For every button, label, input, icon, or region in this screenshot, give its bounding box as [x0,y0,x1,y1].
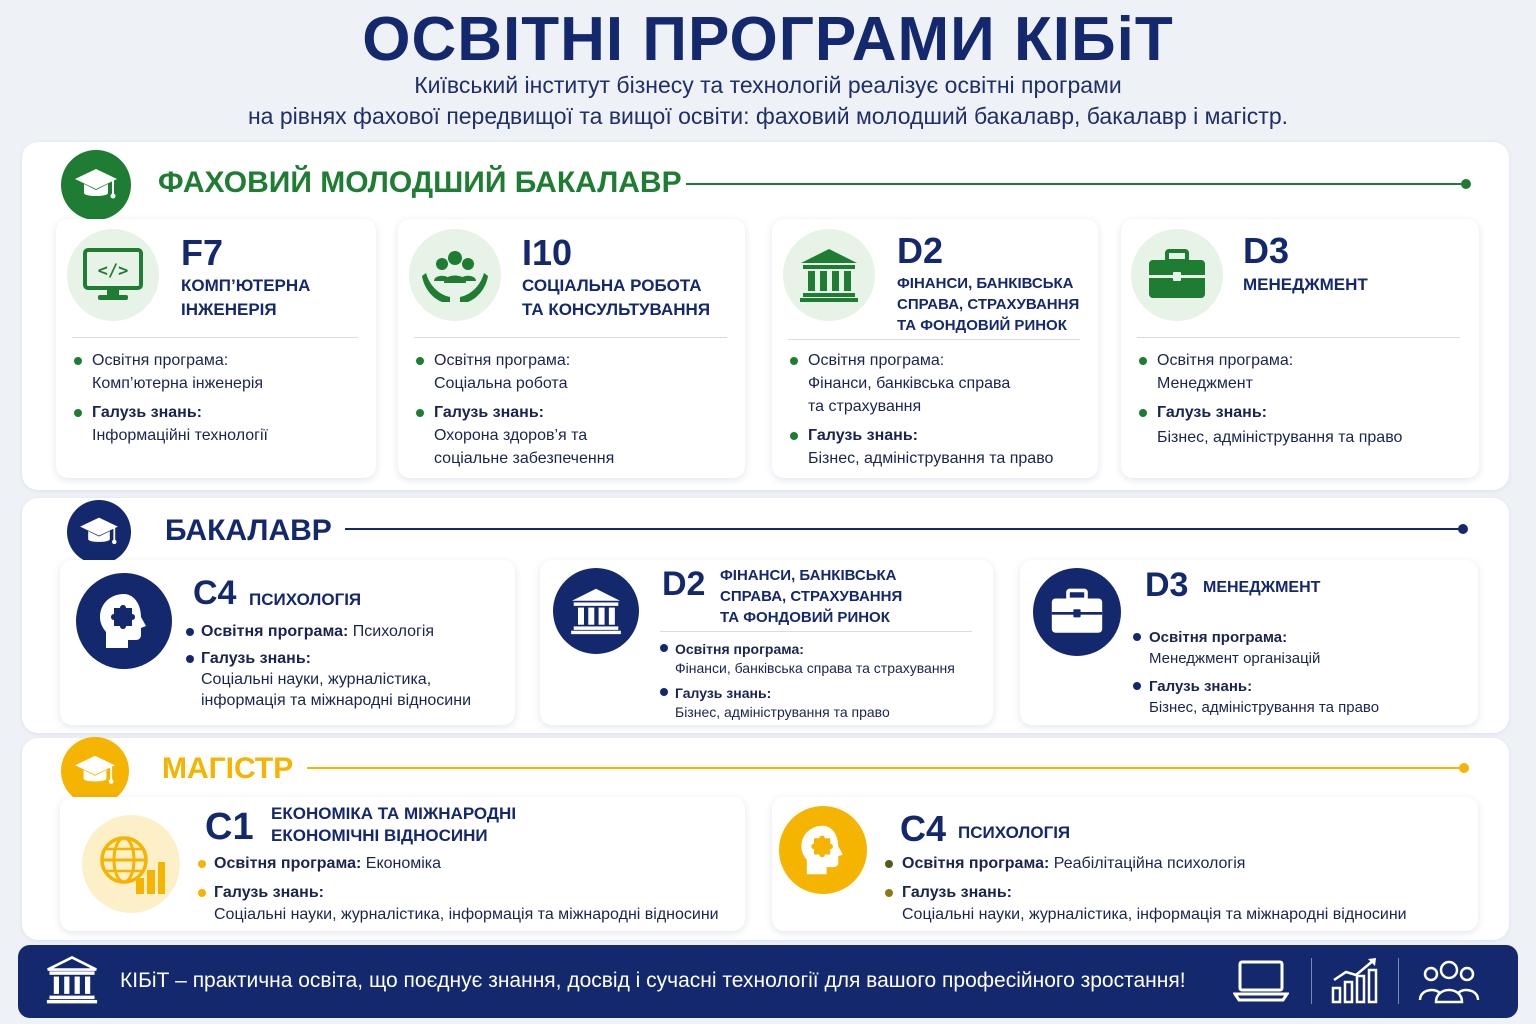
program-value: Фінанси, банківська справа [808,375,1011,392]
hands-people-icon [409,229,501,321]
program-label: Освітня програма: [92,352,229,369]
bullet-dot [1133,633,1141,641]
bullet-dot [198,889,206,897]
field-label: Галузь знань: [201,650,311,667]
program-name-line: ЕКОНОМІЧНІ ВІДНОСИНИ [271,826,488,845]
bullet-dot [198,860,206,868]
program-label: Освітня програма: [808,352,945,369]
field-label: Галузь знань: [214,884,324,901]
field-value: соціальне забезпечення [434,450,615,467]
program-name-line: МЕНЕДЖМЕНТ [1203,579,1321,596]
field-value: Інформаційні технології [92,427,268,444]
bullet-dot [74,357,82,365]
graduation-cap-icon [61,737,129,805]
field-label: Галузь знань: [434,404,544,421]
program-row: Освітня програма: Економіка [214,855,442,872]
program-code: I10 [522,232,573,273]
subtitle-line-2: на рівнях фахової передвищої та вищої освіти: фаховий молодший бакалавр, бакалавр і магістр. [247,103,1289,129]
program-name-line: ТА ФОНДОВИЙ РИНОК [897,317,1067,334]
program-name-line: СПРАВА, СТРАХУВАННЯ [897,296,1080,313]
program-name-line: КОМП’ЮТЕРНА [181,276,311,295]
program-name-line: ТА КОНСУЛЬТУВАННЯ [522,300,711,319]
globe-chart-icon [82,815,180,913]
subtitle-line-1: Київський інститут бізнесу та технологій реалізує освітні програми [414,72,1122,98]
bullet-dot [186,628,194,636]
program-code: C4 [193,574,237,612]
junior-section-title: ФАХОВИЙ МОЛОДШИЙ БАКАЛАВР [158,166,682,199]
program-value: Менеджмент організацій [1149,650,1321,667]
program-code: D3 [1145,566,1189,604]
field-value: Бізнес, адміністрування та право [1157,429,1403,446]
program-name-line: ІНЖЕНЕРІЯ [181,300,277,319]
master-section-line [307,767,1464,769]
bullet-dot [885,889,893,897]
field-value: інформація та міжнародні відносини [201,692,472,709]
program-code: C1 [205,806,254,848]
field-value: Охорона здоров’я та [434,427,588,444]
card-divider [414,337,727,338]
program-value: Соціальна робота [434,375,568,392]
field-label: Галузь знань: [1149,678,1253,695]
program-name-line: ЕКОНОМІКА ТА МІЖНАРОДНІ [271,804,517,823]
laptop-icon [1233,958,1289,1009]
bullet-dot [790,432,798,440]
bank-building-icon [46,954,98,1011]
footer-slogan: КІБіТ – практична освіта, що поєднує знання, досвід і сучасні технології для вашого професійного зростання! [120,969,1186,992]
head-puzzle-icon [76,573,172,669]
field-value: Соціальні науки, журналістика, інформація та міжнародні відносини [214,906,719,923]
program-label: Освітня програма: [1149,629,1288,646]
footer-separator [1398,958,1399,1004]
program-value: та страхування [808,398,922,415]
program-value: Менеджмент [1157,375,1253,392]
graduation-cap-icon [61,150,131,220]
program-name-line: СОЦІАЛЬНА РОБОТА [522,276,702,295]
program-name-line: СПРАВА, СТРАХУВАННЯ [720,588,903,605]
junior-section-dot [1461,179,1471,189]
master-section-title: МАГІСТР [162,752,294,785]
computer-code-icon [67,229,159,321]
bank-building-icon [783,229,875,321]
field-value: Соціальні науки, журналістика, [201,671,432,688]
program-label: Освітня програма: [675,641,804,657]
program-name-line: ТА ФОНДОВИЙ РИНОК [720,609,890,626]
program-label: Освітня програма: [434,352,571,369]
bullet-dot [1139,409,1147,417]
footer-separator [1311,958,1312,1004]
bullet-dot [1139,357,1147,365]
program-label: Освітня програма: [1157,352,1294,369]
bullet-dot [660,688,668,696]
program-name-line: ФІНАНСИ, БАНКІВСЬКА [720,567,897,584]
field-label: Галузь знань: [808,427,918,444]
program-code: D3 [1243,230,1290,271]
bullet-dot [885,860,893,868]
bachelor-section-dot [1458,524,1468,534]
graduation-cap-icon [67,500,131,564]
field-label: Галузь знань: [92,404,202,421]
bullet-dot [660,644,668,652]
bachelor-section-title: БАКАЛАВР [165,514,332,547]
bullet-dot [416,357,424,365]
field-value: Бізнес, адміністрування та право [1149,699,1380,716]
field-value: Бізнес, адміністрування та право [808,450,1054,467]
program-row: Освітня програма: Психологія [201,623,435,640]
bullet-dot [186,655,194,663]
bachelor-section-line [345,528,1463,530]
bank-building-icon [553,568,639,654]
card-divider [660,631,972,632]
program-code: D2 [662,565,706,603]
briefcase-icon [1131,229,1223,321]
head-puzzle-icon [779,806,867,894]
program-name-line: ПСИХОЛОГІЯ [958,823,1071,842]
page-title: ОСВІТНІ ПРОГРАМИ КІБіТ [362,5,1174,74]
program-code: F7 [181,232,224,273]
field-value: Бізнес, адміністрування та право [675,704,890,720]
program-name-line: МЕНЕДЖМЕНТ [1243,275,1368,294]
program-value: Фінанси, банківська справа та страхування [675,660,955,676]
people-group-icon [1418,958,1480,1009]
field-label: Галузь знань: [675,685,772,701]
program-code: D2 [897,230,944,271]
bullet-dot [416,409,424,417]
field-value: Соціальні науки, журналістика, інформація та міжнародні відносини [902,906,1407,923]
field-label: Галузь знань: [902,884,1012,901]
program-value: Комп’ютерна інженерія [92,375,264,392]
program-code: C4 [900,808,947,849]
field-label: Галузь знань: [1157,404,1267,421]
card-divider [788,339,1080,340]
svg-text:</>: </> [97,261,129,281]
bullet-dot [1133,682,1141,690]
junior-section-line [686,183,1466,185]
card-divider [72,337,358,338]
growth-chart-icon [1330,956,1380,1009]
briefcase-icon [1033,568,1121,656]
program-name-line: ПСИХОЛОГІЯ [249,590,362,609]
card-divider [1137,337,1460,338]
program-row: Освітня програма: Реабілітаційна психологія [902,855,1246,872]
program-name-line: ФІНАНСИ, БАНКІВСЬКА [897,275,1074,292]
bullet-dot [74,409,82,417]
master-section-dot [1459,763,1469,773]
bullet-dot [790,357,798,365]
